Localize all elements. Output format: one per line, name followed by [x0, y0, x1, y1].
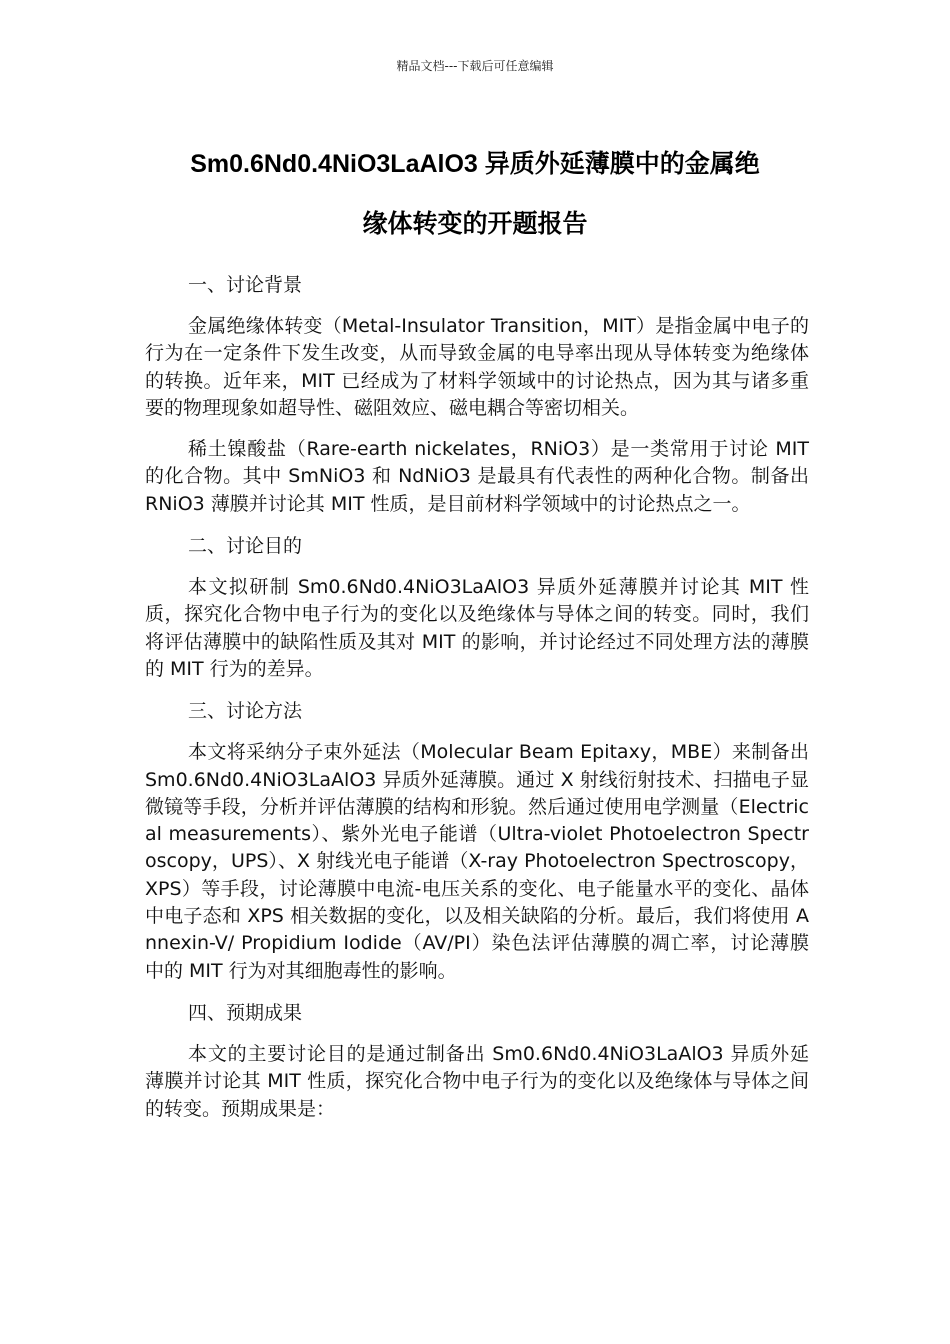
- paragraph-purpose-1: 本文拟研制 Sm0.6Nd0.4NiO3LaAlO3 异质外延薄膜并讨论其 MIT 性质，探究化合物中电子行为的变化以及绝缘体与导体之间的转变。同时，我们将评估薄膜中的缺陷性质及其对 MIT 的影响，并讨论经过不同处理方法的薄膜的 MIT 行为的差异。: [145, 576, 809, 680]
- document-body: [145, 271, 809, 1123]
- paragraph-method-1: 本文将采纳分子束外延法（Molecular Beam Epitaxy，MBE）来制备出 Sm0.6Nd0.4NiO3LaAlO3 异质外延薄膜。通过 X 射线衍射技术、扫描电子显微镜等手段，分析并评估薄膜的结构和形貌。然后通过使用电学测量（Electrical measurements）、紫外光电子能谱（Ultra-violet Photoelectron Spectroscopy，UPS）、X 射线光电子能谱（X-ray Photoelectron Spectroscopy，XPS）等手段，讨论薄膜中电流-电压关系的变化、电子能量水平的变化、晶体中电子态和 XPS 相关数据的变化，以及相关缺陷的分析。最后，我们将使用 Annexin-V/ Propidium Iodide（AV/PI）染色法评估薄膜的凋亡率，讨论薄膜中的 MIT 行为对其细胞毒性的影响。: [145, 741, 809, 982]
- section-heading-purpose: 二、讨论目的: [188, 535, 303, 558]
- document-title: [110, 134, 840, 254]
- paragraph-background-2: 稀土镍酸盐（Rare-earth nickelates，RNiO3）是一类常用于讨论 MIT 的化合物。其中 SmNiO3 和 NdNiO3 是最具有代表性的两种化合物。制备出 RNiO3 薄膜并讨论其 MIT 性质，是目前材料学领域中的讨论热点之一。: [145, 438, 809, 515]
- paragraph-results-1: 本文的主要讨论目的是通过制备出 Sm0.6Nd0.4NiO3LaAlO3 异质外延薄膜并讨论其 MIT 性质，探究化合物中电子行为的变化以及绝缘体与导体之间的转变。预期成果是：: [145, 1042, 809, 1120]
- paragraph-background-1: 金属绝缘体转变（Metal-Insulator Transition，MIT）是指金属中电子的行为在一定条件下发生改变，从而导致金属的电导率出现从导体转变为绝缘体的转换。近年来，MIT 已经成为了材料学领域中的讨论热点，因为其与诸多重要的物理现象如超导性、磁阻效应、磁电耦合等密切相关。: [145, 315, 809, 419]
- document-title-line-1: Sm0.6Nd0.4NiO3LaAlO3 异质外延薄膜中的金属绝: [190, 150, 760, 178]
- section-heading-background: 一、讨论背景: [188, 274, 303, 296]
- section-heading-method: 三、讨论方法: [188, 700, 303, 723]
- section-heading-results: 四、预期成果: [188, 1001, 303, 1024]
- document-title-line-2: 缘体转变的开题报告: [362, 210, 588, 238]
- page-header-watermark: 精品文档---下载后可任意编辑: [396, 59, 554, 73]
